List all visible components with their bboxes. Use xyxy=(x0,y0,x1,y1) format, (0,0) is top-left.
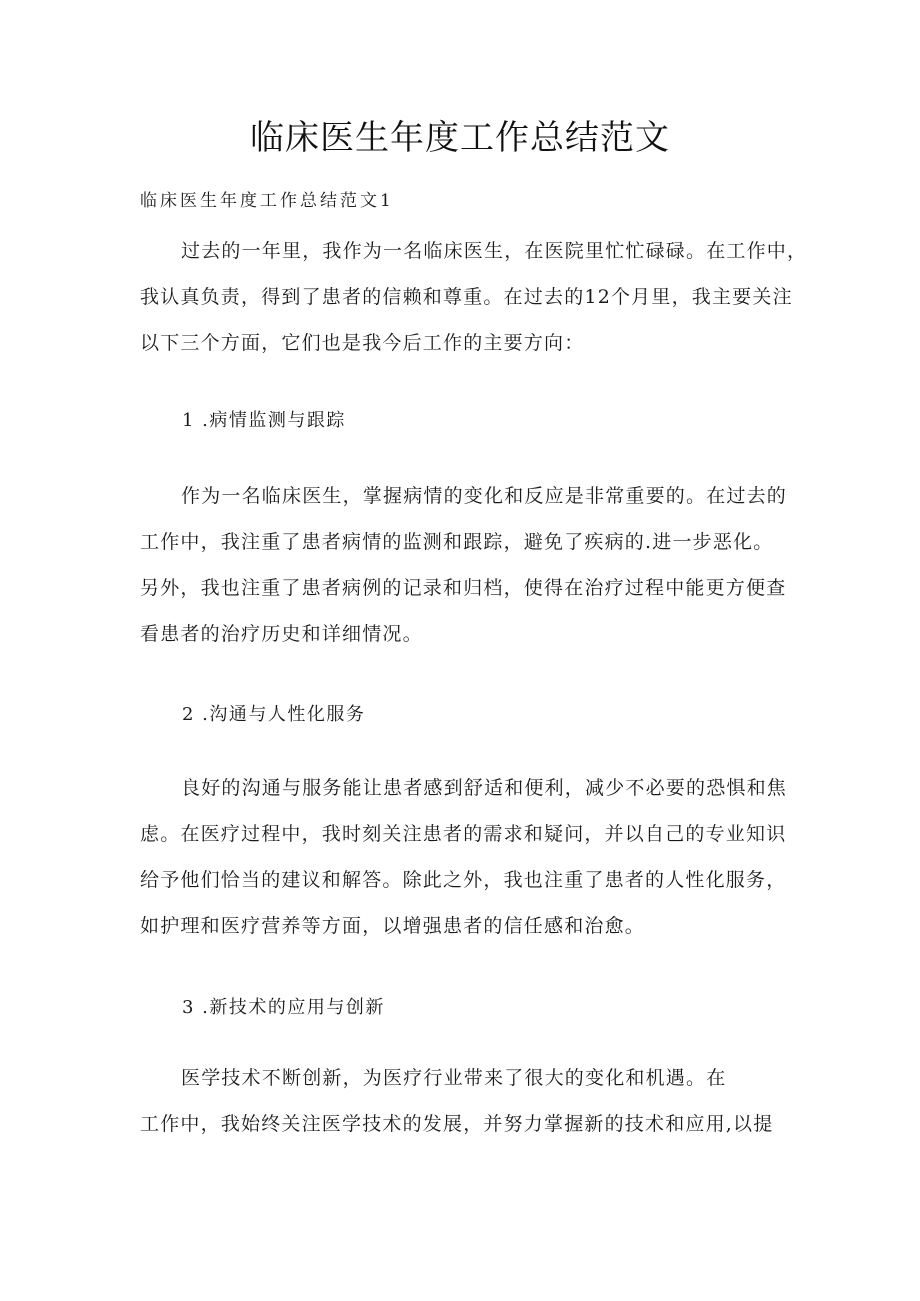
paragraph-line: 医学技术不断创新，为医疗行业带来了很大的变化和机遇。在 xyxy=(181,1067,727,1089)
paragraph-line: 虑。在医疗过程中，我时刻关注患者的需求和疑问，并以自己的专业知识 xyxy=(140,823,787,845)
paragraph-line: 过去的一年里，我作为一名临床医生，在医院里忙忙碌碌。在工作中， xyxy=(181,240,808,262)
paragraph-intro xyxy=(140,228,808,366)
paragraph-line: 作为一名临床医生，掌握病情的变化和反应是非常重要的。在过去的 xyxy=(181,485,788,507)
paragraph-line: 工作中，我注重了患者病情的监测和跟踪，避免了疾病的.进一步恶化。 xyxy=(140,531,774,553)
paragraph-line: 工作中，我始终关注医学技术的发展，并努力掌握新的技术和应用,以提 xyxy=(140,1113,774,1135)
section-heading-2: 2 .沟通与人性化服务 xyxy=(182,704,366,725)
paragraph-line: 如护理和医疗营养等方面，以增强患者的信任感和治愈。 xyxy=(140,915,646,937)
paragraph-line: 另外，我也注重了患者病例的记录和归档，使得在治疗过程中能更方便查 xyxy=(140,577,787,599)
paragraph-line: 给予他们恰当的建议和解答。除此之外，我也注重了患者的人性化服务， xyxy=(140,869,787,891)
document-subtitle: 临床医生年度工作总结范文1 xyxy=(140,191,394,211)
paragraph-section-1 xyxy=(140,473,788,657)
paragraph-section-2 xyxy=(140,765,788,949)
document-title: 临床医生年度工作总结范文 xyxy=(250,118,670,158)
paragraph-line: 看患者的治疗历史和详细情况。 xyxy=(140,623,423,645)
section-heading-1: 1 .病情监测与跟踪 xyxy=(182,410,346,431)
paragraph-line: 以下三个方面，它们也是我今后工作的主要方向： xyxy=(140,332,585,354)
paragraph-line: 我认真负责，得到了患者的信赖和尊重。在过去的12个月里，我主要关注 xyxy=(140,286,793,308)
section-heading-3: 3 .新技术的应用与创新 xyxy=(182,997,385,1018)
paragraph-line: 良好的沟通与服务能让患者感到舒适和便利，减少不必要的恐惧和焦 xyxy=(181,777,788,799)
paragraph-section-3 xyxy=(140,1055,780,1147)
